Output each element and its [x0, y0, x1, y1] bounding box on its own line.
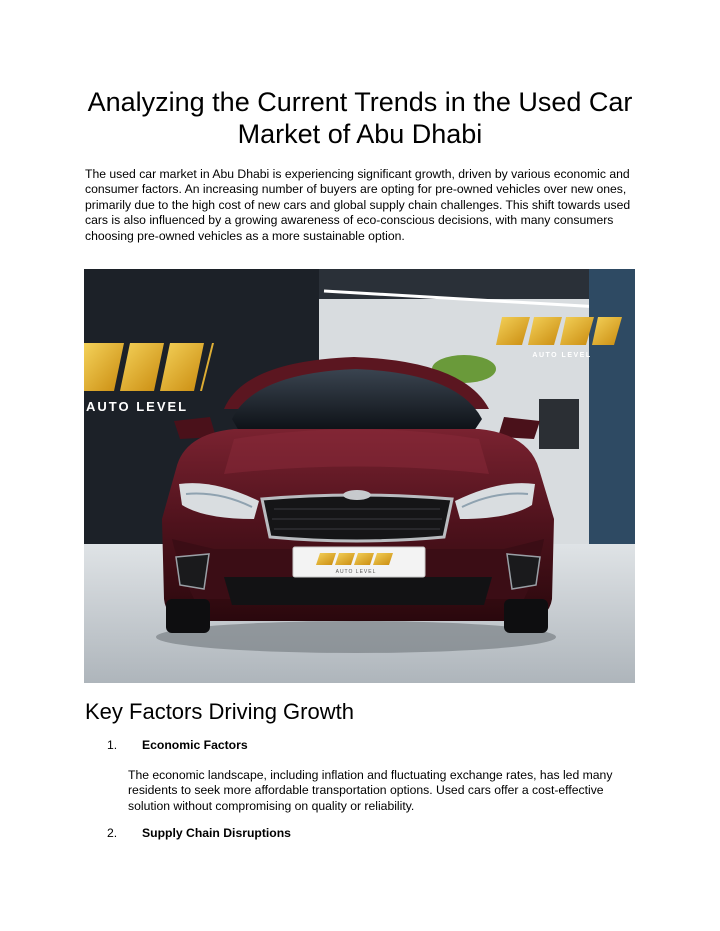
car-badge [343, 490, 371, 500]
page-title: Analyzing the Current Trends in the Used Car Market of Abu Dhabi [87, 87, 633, 149]
grille [262, 495, 452, 541]
lower-grille [224, 577, 492, 605]
glass-panel [589, 269, 635, 559]
list-item [107, 826, 291, 841]
list-number: 1. [107, 738, 118, 752]
section-heading: Key Factors Driving Growth [85, 699, 354, 724]
intro-paragraph: The used car market in Abu Dhabi is experiencing significant growth, driven by various economic and consumer factors. An increasing number of buyers are opting for pre-owned vehicles over new ones, primarily due to the high cost of new cars and global supply chain challenges. This shift towards used cars is also influenced by a growing awareness of eco-conscious decisions, with many consumers choosing pre-owned vehicles as a more sustainable option. [85, 167, 631, 243]
list-item [107, 738, 248, 753]
hero-car-photo [84, 269, 635, 683]
list-item-description: The economic landscape, including inflation and fluctuating exchange rates, has led many residents to seek more affordable transportation options. Used cars offer a cost-effective solution without compromising on quality or reliability. [128, 768, 613, 813]
list-label: Economic Factors [142, 738, 248, 752]
list-number: 2. [107, 826, 118, 840]
left-tyre [166, 599, 210, 633]
plate-text: AUTO LEVEL [335, 569, 377, 575]
right-tyre [504, 599, 548, 633]
sign-logo-text: AUTO LEVEL [532, 352, 592, 359]
wall-logo-text: AUTO LEVEL [86, 399, 189, 414]
list-label: Supply Chain Disruptions [142, 826, 291, 840]
